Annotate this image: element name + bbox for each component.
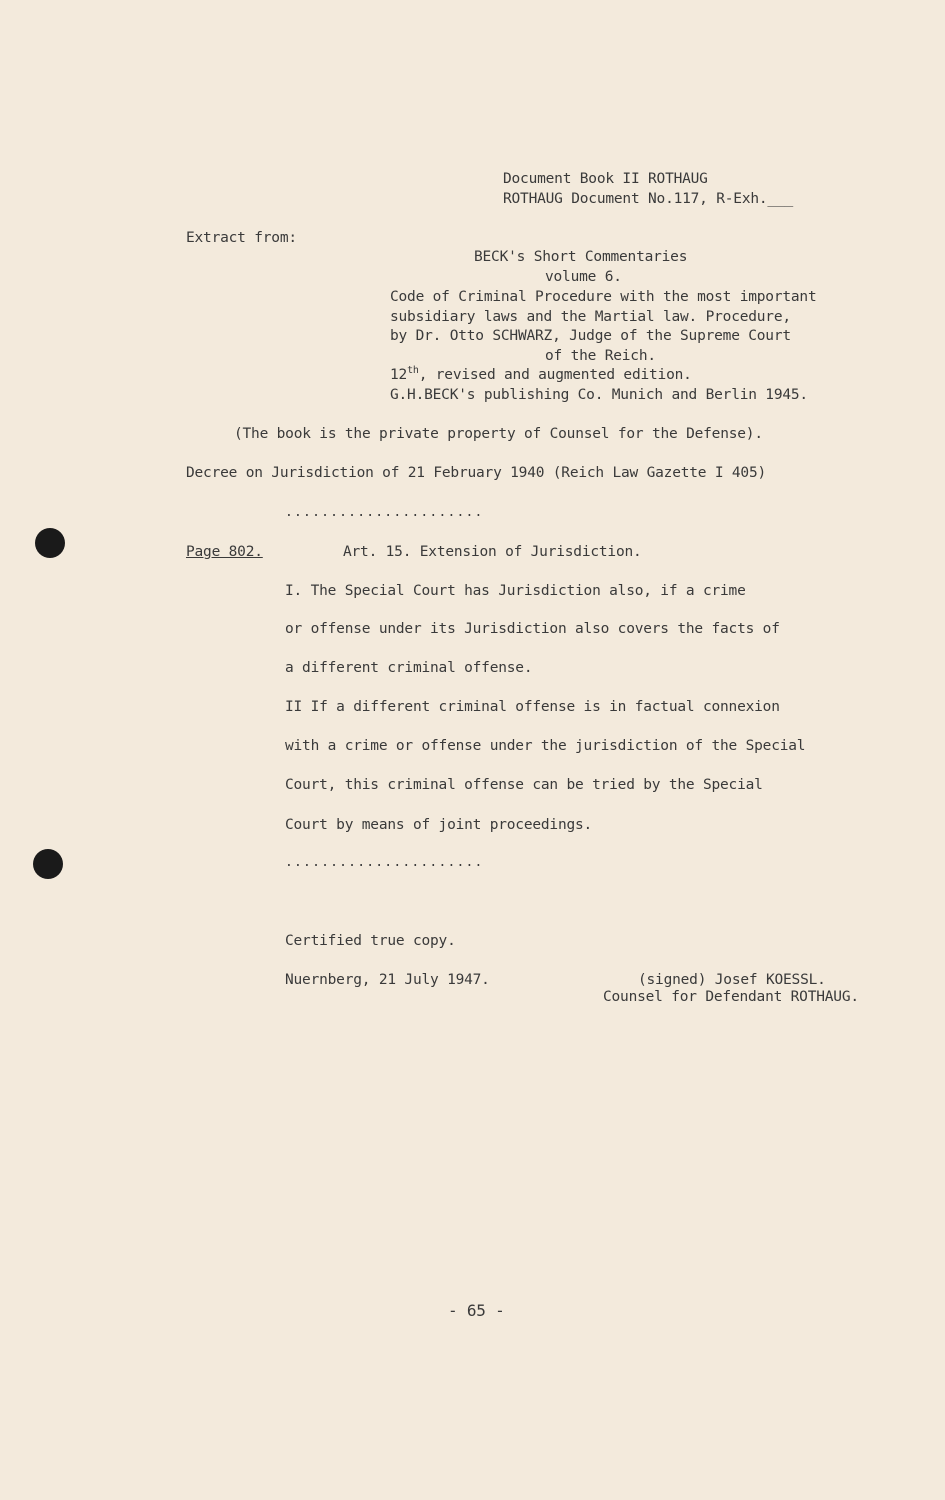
body-line-4: II If a different criminal offense is in factual connexion bbox=[285, 699, 780, 715]
body-line-3: a different criminal offense. bbox=[285, 660, 533, 676]
body-line-2: or offense under its Jurisdiction also covers the facts of bbox=[285, 621, 780, 637]
source-edition bbox=[390, 366, 692, 384]
page-number: - 65 - bbox=[448, 1301, 505, 1320]
article-heading: Art. 15. Extension of Jurisdiction. bbox=[343, 544, 642, 560]
source-publisher: G.H.BECK's publishing Co. Munich and Berlin 1945. bbox=[390, 387, 808, 403]
separator-dots-top: ...................... bbox=[285, 505, 484, 520]
source-volume: volume 6. bbox=[545, 269, 622, 285]
separator-dots-bottom: ...................... bbox=[285, 855, 484, 870]
decree-title: Decree on Jurisdiction of 21 February 1940 (Reich Law Gazette I 405) bbox=[186, 465, 767, 481]
source-line-2: subsidiary laws and the Martial law. Procedure, bbox=[390, 309, 791, 325]
source-line-3: by Dr. Otto SCHWARZ, Judge of the Supreme Court bbox=[390, 328, 791, 344]
place-date: Nuernberg, 21 July 1947. bbox=[285, 972, 490, 988]
punch-hole-top bbox=[35, 528, 65, 558]
source-line-4: of the Reich. bbox=[545, 348, 656, 364]
body-line-7: Court by means of joint proceedings. bbox=[285, 817, 593, 833]
ownership-note: (The book is the private property of Counsel for the Defense). bbox=[234, 426, 763, 442]
header-line-2: ROTHAUG Document No.117, R-Exh.___ bbox=[503, 191, 794, 207]
edition-suffix: th bbox=[407, 365, 419, 377]
source-line-1: Code of Criminal Procedure with the most important bbox=[390, 289, 817, 305]
certified-copy: Certified true copy. bbox=[285, 933, 456, 949]
extract-label: Extract from: bbox=[186, 230, 297, 246]
body-line-1: I. The Special Court has Jurisdiction also, if a crime bbox=[285, 583, 746, 599]
source-title: BECK's Short Commentaries bbox=[474, 249, 688, 265]
body-line-5: with a crime or offense under the jurisdiction of the Special bbox=[285, 738, 806, 754]
counsel-line: Counsel for Defendant ROTHAUG. bbox=[603, 989, 859, 1005]
edition-number: 12 bbox=[390, 367, 408, 383]
page-reference: Page 802. bbox=[186, 544, 263, 560]
body-line-6: Court, this criminal offense can be tried by the Special bbox=[285, 777, 763, 793]
edition-text: , revised and augmented edition. bbox=[418, 367, 692, 383]
header-line-1: Document Book II ROTHAUG bbox=[503, 171, 708, 187]
signature-line: (signed) Josef KOESSL. bbox=[638, 972, 826, 988]
punch-hole-bottom bbox=[33, 849, 63, 879]
